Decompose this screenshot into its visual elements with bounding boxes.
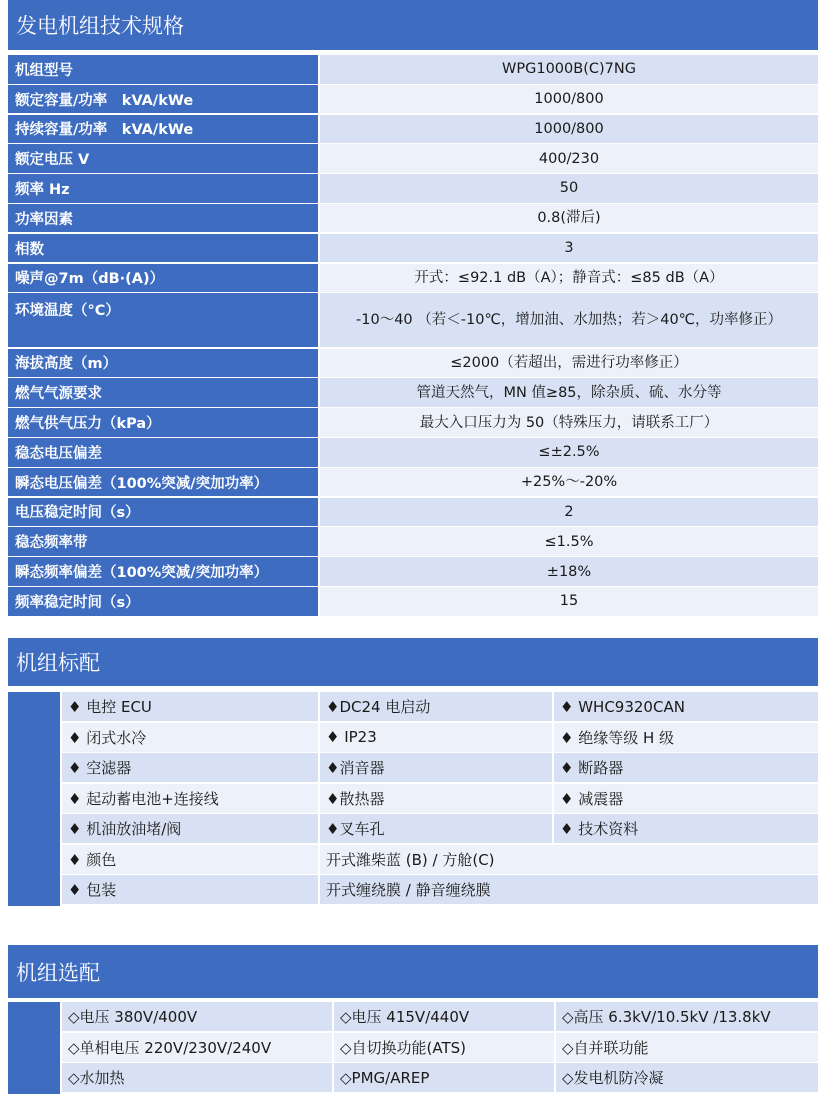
optional-item: ◇电压 380V/400V [62,1002,332,1031]
spec-value: +25%～-20% [320,468,818,497]
spec-value: 50 [320,174,818,203]
spec-label: 功率因素 [8,204,318,233]
standard-row [62,723,818,752]
spec-value: ≤±2.5% [320,438,818,467]
spec-row [8,557,818,586]
spec-label: 相数 [8,234,318,263]
spec-row [8,234,818,263]
spec-value: 最大入口压力为 50（特殊压力，请联系工厂） [320,408,818,437]
optional-item: ◇单相电压 220V/230V/240V [62,1033,332,1062]
standard-item-label: ♦ 颜色 [62,845,318,874]
optional-item: ◇自并联功能 [556,1033,818,1062]
spec-label: 额定电压 V [8,144,318,173]
spec-label: 噪声@7m（dB·(A)） [8,264,318,293]
standard-row [62,875,818,904]
standard-item: ♦ 断路器 [554,753,818,782]
side-bar [8,692,60,906]
standard-section-title: 机组标配 [8,638,818,686]
standard-item: ♦ 绝缘等级 H 级 [554,723,818,752]
spec-row [8,378,818,407]
standard-item: ♦ 闭式水冷 [62,723,318,752]
spec-value: ≤1.5% [320,527,818,556]
spec-row [8,55,818,84]
spec-label: 稳态电压偏差 [8,438,318,467]
standard-item: ♦ 电控 ECU [62,692,318,721]
spec-value: 2 [320,498,818,527]
spec-label: 持续容量/功率 kVA/kWe [8,115,318,144]
optional-item: ◇发电机防冷凝 [556,1063,818,1092]
optional-row [62,1002,818,1031]
spec-row [8,587,818,616]
spec-row [8,174,818,203]
spec-row [8,468,818,497]
spec-row [8,408,818,437]
optional-row [62,1033,818,1062]
spec-row [8,85,818,114]
spec-row [8,264,818,293]
standard-item-label: ♦ 包装 [62,875,318,904]
spec-section-title: 发电机组技术规格 [8,0,818,50]
spec-row [8,527,818,556]
standard-item: ♦ 机油放油堵/阀 [62,814,318,843]
spec-label: 海拔高度（m） [8,349,318,378]
spec-label: 瞬态频率偏差（100%突减/突加功率） [8,557,318,586]
spec-value: 0.8(滞后) [320,204,818,233]
optional-item: ◇高压 6.3kV/10.5kV /13.8kV [556,1002,818,1031]
standard-row [62,753,818,782]
standard-item: ♦叉车孔 [320,814,552,843]
spec-label: 瞬态电压偏差（100%突减/突加功率） [8,468,318,497]
standard-row [62,814,818,843]
spec-row [8,498,818,527]
spec-value: 开式：≤92.1 dB（A）；静音式：≤85 dB（A） [320,264,818,293]
standard-item: ♦ WHC9320CAN [554,692,818,721]
standard-row [62,784,818,813]
standard-config-table [8,692,818,906]
spec-value: 15 [320,587,818,616]
standard-item: ♦ 技术资料 [554,814,818,843]
optional-row [62,1063,818,1092]
spec-label: 额定容量/功率 kVA/kWe [8,85,318,114]
optional-item: ◇电压 415V/440V [334,1002,554,1031]
optional-item: ◇水加热 [62,1063,332,1092]
spec-label: 频率稳定时间（s） [8,587,318,616]
standard-item: ♦消音器 [320,753,552,782]
standard-row [62,845,818,874]
standard-item: ♦ 空滤器 [62,753,318,782]
spec-value: ≤2000（若超出，需进行功率修正） [320,349,818,378]
spec-label: 燃气供气压力（kPa） [8,408,318,437]
spec-row [8,293,818,347]
optional-section-title: 机组选配 [8,945,818,998]
spec-value: -10～40 （若＜-10℃，增加油、水加热；若＞40℃，功率修正） [320,293,818,347]
spec-label: 电压稳定时间（s） [8,498,318,527]
spec-table [8,55,818,617]
spec-label: 频率 Hz [8,174,318,203]
spec-value: 管道天然气，MN 值≥85，除杂质、硫、水分等 [320,378,818,407]
standard-item: ♦ 减震器 [554,784,818,813]
spec-value: 3 [320,234,818,263]
spec-label: 环境温度（°C） [8,293,318,347]
optional-item: ◇自切换功能(ATS) [334,1033,554,1062]
spec-label: 稳态频率带 [8,527,318,556]
spec-label: 燃气气源要求 [8,378,318,407]
standard-item: ♦散热器 [320,784,552,813]
spec-value: 1000/800 [320,115,818,144]
standard-item: ♦DC24 电启动 [320,692,552,721]
standard-item: ♦ 起动蓄电池+连接线 [62,784,318,813]
spec-value: 400/230 [320,144,818,173]
spec-row [8,438,818,467]
spec-row [8,349,818,378]
standard-item: ♦ IP23 [320,723,552,752]
spec-value: WPG1000B(C)7NG [320,55,818,84]
spec-row [8,204,818,233]
optional-config-table [8,1002,818,1094]
standard-row [62,692,818,721]
side-bar [8,1002,60,1094]
spec-label: 机组型号 [8,55,318,84]
spec-row [8,115,818,144]
standard-item-value: 开式缠绕膜 / 静音缠绕膜 [320,875,818,904]
optional-item: ◇PMG/AREP [334,1063,554,1092]
spec-row [8,144,818,173]
standard-item-value: 开式潍柴蓝 (B) / 方舱(C) [320,845,818,874]
spec-value: 1000/800 [320,85,818,114]
spec-value: ±18% [320,557,818,586]
